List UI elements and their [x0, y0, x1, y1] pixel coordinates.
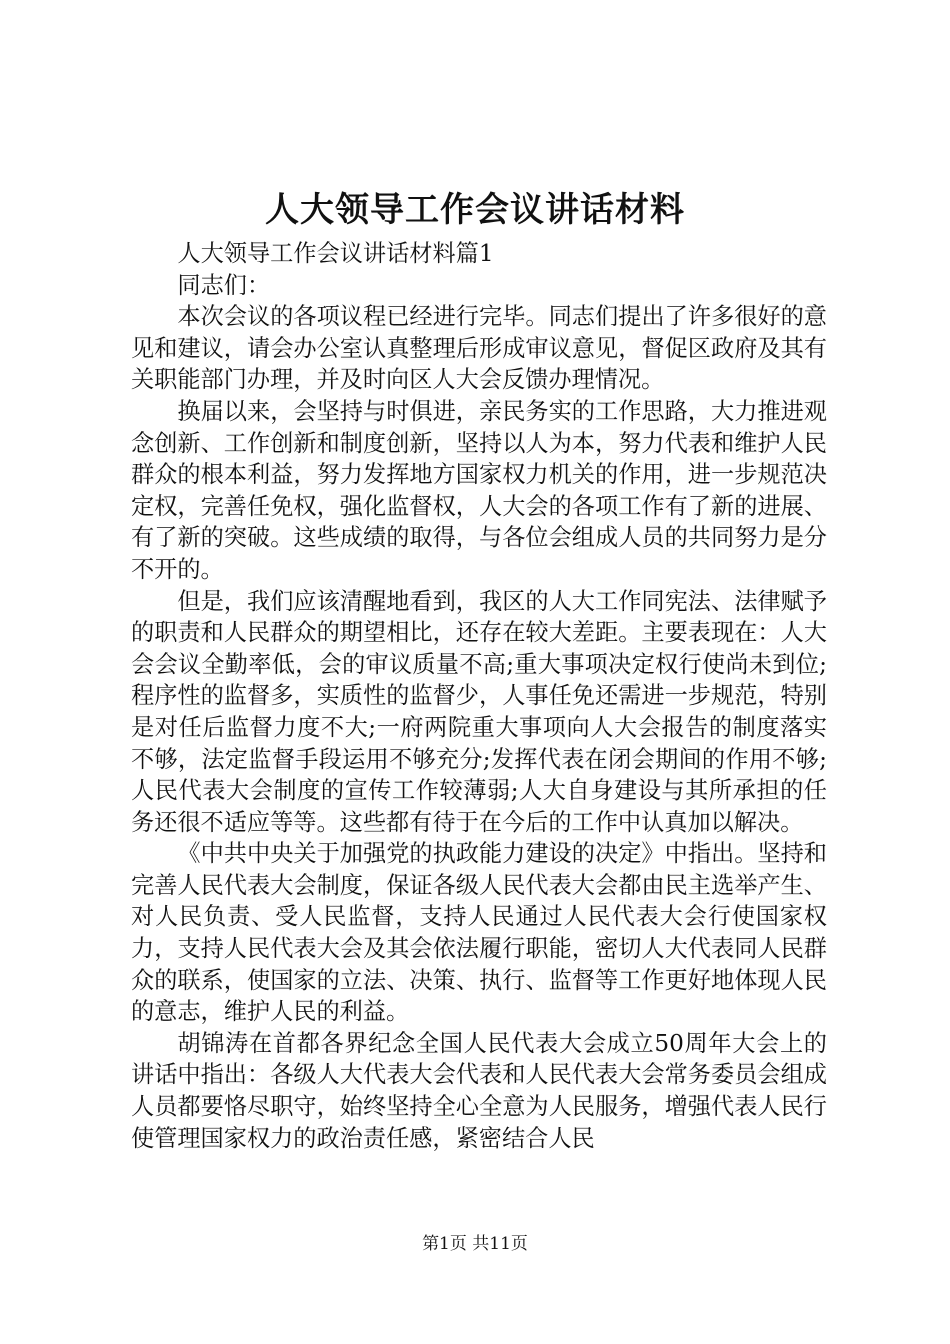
paragraph: 换届以来，会坚持与时俱进，亲民务实的工作思路，大力推进观念创新、工作创新和制度创新，坚持以人为本，努力代表和维护人民群众的根本利益，努力发挥地方国家权力机关的作用，进一步规范决定权，完善任免权，强化监督权，人大会的各项工作有了新的进展、有了新的突破。这些成绩的取得，与各位会组成人员的共同努力是分不开的。: [131, 397, 827, 583]
document-title: 人大领导工作会议讲话材料: [265, 190, 685, 230]
paragraph: 本次会议的各项议程已经进行完毕。同志们提出了许多很好的意见和建议，请会办公室认真整理后形成审议意见，督促区政府及其有关职能部门办理，并及时向区人大会反馈办理情况。: [131, 303, 827, 394]
paragraph: 胡锦涛在首都各界纪念全国人民代表大会成立50周年大会上的讲话中指出：各级人大代表大会代表和人民代表大会常务委员会组成人员都要恪尽职守，始终坚持全心全意为人民服务，增强代表人民行使管理国家权力的政治责任感，紧密结合人民: [131, 1029, 827, 1152]
page-footer: 第1页 共11页: [422, 1234, 528, 1254]
paragraph: 《中共中央关于加强党的执政能力建设的决定》中指出。坚持和完善人民代表大会制度，保证各级人民代表大会都由民主选举产生、对人民负责、受人民监督，支持人民通过人民代表大会行使国家权力，支持人民代表大会及其会依法履行职能，密切人大代表同人民群众的联系，使国家的立法、决策、执行、监督等工作更好地体现人民的意志，维护人民的利益。: [131, 840, 827, 1026]
paragraph-heading: 人大领导工作会议讲话材料篇1: [177, 240, 494, 267]
paragraph-salutation: 同志们：: [177, 271, 271, 299]
paragraph: 但是，我们应该清醒地看到，我区的人大工作同宪法、法律赋予的职责和人民群众的期望相比，还存在较大差距。主要表现在：人大会会议全勤率低，会的审议质量不高;重大事项决定权行使尚未到位;程序性的监督多，实质性的监督少，人事任免还需进一步规范，特别是对任后监督力度不大;一府两院重大事项向人大会报告的制度落实不够，法定监督手段运用不够充分;发挥代表在闭会期间的作用不够;人民代表大会制度的宣传工作较薄弱;人大自身建设与其所承担的任务还很不适应等等。这些都有待于在今后的工作中认真加以解决。: [131, 587, 827, 836]
document-body: [131, 238, 827, 1154]
